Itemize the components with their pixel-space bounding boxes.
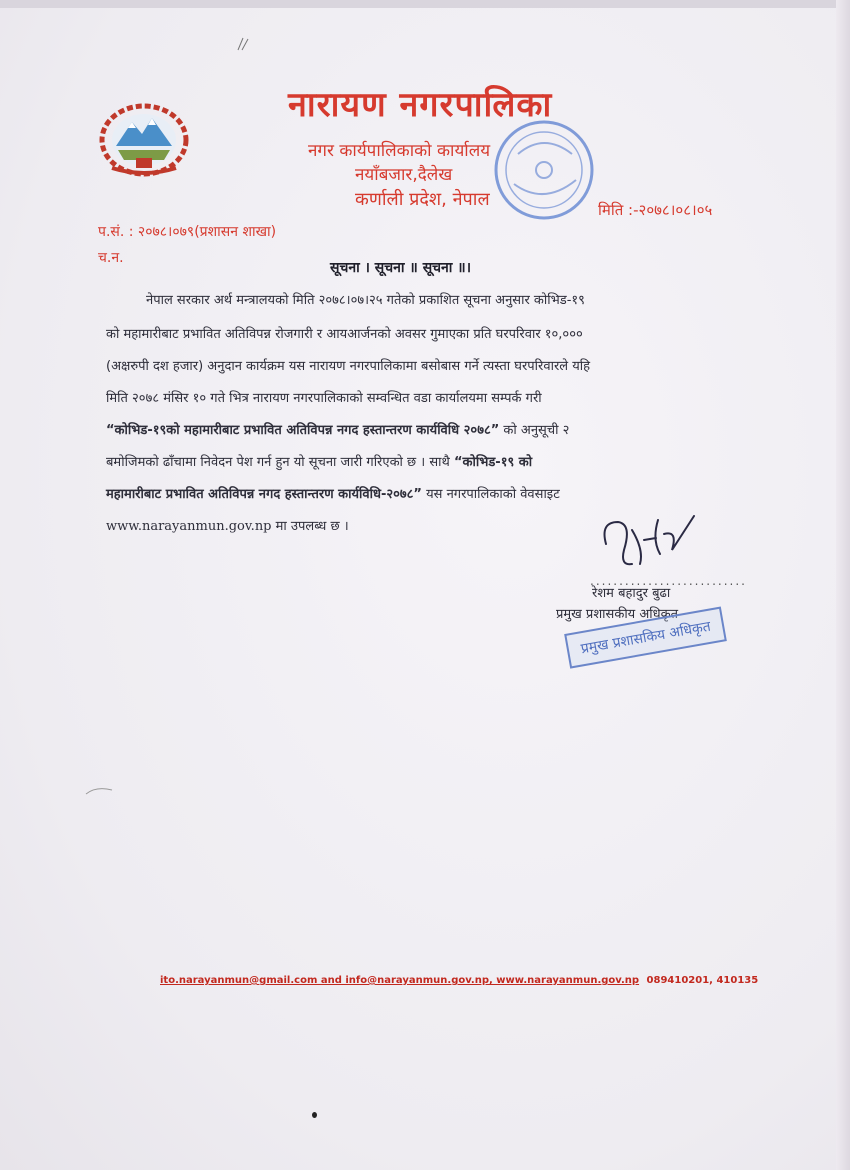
body-line-8 [106,516,349,534]
body-line-1: नेपाल सरकार अर्थ मन्त्रालयको मिति २०७८।०७।२५ गतेको प्रकाशित सूचना अनुसार कोभिड-१९ [146,293,585,308]
footer-phones: 089410201, 410135 [646,975,759,986]
body-line-7-rest: यस नगरपालिकाको वेवसाइट [421,487,560,502]
municipality-title: नारायण नगरपालिका [288,85,553,125]
body-line-6-bold: “कोभिड-१९ को [453,455,533,470]
body-line-7 [106,484,560,502]
procedure-title-bold: “कोभिड-१९को महामारीबाट प्रभावित अतिविपन्न नगद हस्तान्तरण कार्यविधि २०७८” [106,423,500,438]
handwritten-signature-icon [598,510,698,578]
body-line-6-text: बमोजिमको ढाँचामा निवेदन पेश गर्न हुन यो सूचना जारी गरिएको छ । साथै [106,455,454,470]
body-line-3: (अक्षरुपी दश हजार) अनुदान कार्यक्रम यस नारायण नगरपालिकामा बसोबास गर्ने त्यस्ता घरपरिवारले यहि [106,359,591,374]
body-line-6 [106,452,532,470]
designation-stamp: प्रमुख प्रशासकिय अधिकृत [564,606,727,668]
body-line-5 [106,420,569,438]
round-office-stamp-icon [484,110,604,230]
notice-heading: सूचना । सूचना ॥ सूचना ॥। [330,260,472,276]
punch-dot [312,1112,317,1118]
office-location: नयाँबजार,दैलेख [355,165,453,185]
reference-number: प.सं. : २०७८।०७९(प्रशासन शाखा) [98,224,277,240]
body-line-4: मिति २०७८ मंसिर १० गते भित्र नारायण नगरपालिकाको सम्वन्धित वडा कार्यालयमा सम्पर्क गरी [106,391,542,406]
scan-smudge-icon [84,784,114,798]
body-line-8-rest: मा उपलब्ध छ । [271,519,349,534]
scan-edge-top [0,0,850,8]
notice-date: मिति :-२०७८।०८।०५ [598,201,713,219]
footer-contact [160,975,758,986]
nepal-emblem-icon [98,100,190,178]
website-link[interactable]: www.narayanmun.gov.np [106,519,272,534]
signatory-role: प्रमुख प्रशासकीय अधिकृत [556,607,679,622]
footer-emails[interactable]: ito.narayanmun@gmail.com and info@narayanmun.gov.np, www.narayanmun.gov.np [160,975,640,986]
office-name: नगर कार्यपालिकाको कार्यालय [308,141,491,161]
signature-line: ........................... [590,574,747,588]
body-line-7-bold: महामारीबाट प्रभावित अतिविपन्न नगद हस्तान्तरण कार्यविधि-२०७८” [106,487,422,502]
signatory-name: रेशम बहादुर बुढा [592,586,671,601]
body-line-5-rest: को अनुसूची २ [499,423,570,438]
office-province: कर्णाली प्रदेश, नेपाल [355,189,490,210]
scan-edge-right [836,0,850,1170]
body-line-2: को महामारीबाट प्रभावित अतिविपन्न रोजगारी र आयआर्जनको अवसर गुमाएका प्रति घरपरिवार १०,००० [106,327,583,342]
dispatch-number: च.न. [98,250,124,266]
pen-mark-icon [236,36,252,52]
